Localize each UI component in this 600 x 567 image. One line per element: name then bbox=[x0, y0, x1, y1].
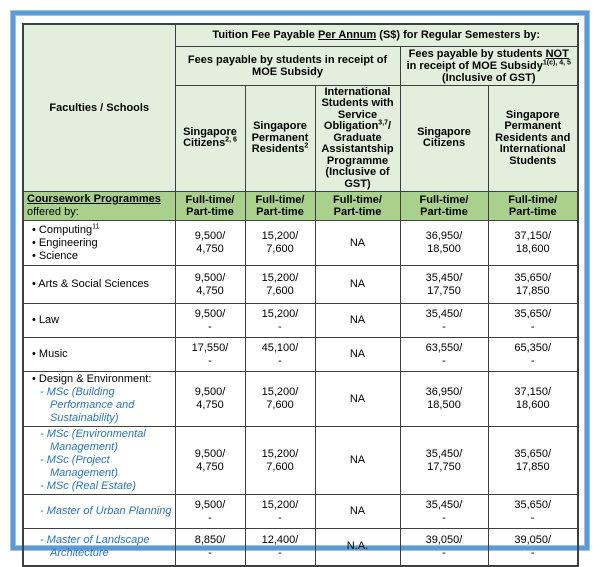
table-row-msc-programmes bbox=[23, 427, 578, 495]
fulltime-parttime-cell: Full-time/ Part-time bbox=[175, 192, 245, 221]
subprogramme-label: - MSc (Environmental Management) bbox=[40, 428, 146, 453]
fee-cell: NA bbox=[315, 304, 400, 338]
faculty-cell: • Design & Environment: - MSc (Building Performance and Sustainability) bbox=[23, 372, 175, 427]
fee-cell: 8,850/ - bbox=[175, 529, 245, 566]
fee-cell: NA bbox=[315, 495, 400, 529]
subprogramme-label: - MSc (Building Performance and Sustainability) bbox=[40, 386, 135, 424]
table-title-post: (S$) for Regular Semesters by: bbox=[376, 29, 541, 42]
fee-cell: 12,400/ - bbox=[245, 529, 315, 566]
table-row-computing-engineering-science bbox=[23, 221, 578, 266]
fee-cell: 9,500/ 4,750 bbox=[175, 372, 245, 427]
fee-cell: 9,500/ 4,750 bbox=[175, 266, 245, 304]
col-header-international-students: International Students with Service Obligation$^{3,7}$/ Graduate Assistantship Programme (Inclusive of GST) bbox=[315, 85, 400, 192]
table-row-design-environment bbox=[23, 372, 578, 427]
table-title-underlined: Per Annum bbox=[317, 29, 377, 42]
fee-cell: 35,450/ 17,750 bbox=[400, 427, 488, 495]
footnote-superscript: 2 bbox=[304, 142, 309, 150]
table-title-cell bbox=[175, 24, 578, 46]
fulltime-parttime-cell: Full-time/ Part-time bbox=[315, 192, 400, 221]
faculty-cell: • Computing$^{11}$ • Engineering • Science bbox=[23, 221, 175, 266]
coursework-programmes-label: Coursework Programmes bbox=[27, 193, 161, 205]
subprogramme-label: - MSc (Real Estate) bbox=[40, 480, 136, 492]
fee-cell: 35,650/ 17,850 bbox=[488, 427, 578, 495]
footnote-superscript: 2, 6 bbox=[225, 136, 237, 144]
fee-cell: NA bbox=[315, 372, 400, 427]
footnote-superscript: 3,7 bbox=[378, 119, 389, 127]
col-header-singapore-citizens: Singapore Citizens bbox=[400, 85, 488, 192]
faculty-cell: • Law bbox=[23, 304, 175, 338]
fee-cell: 15,200/ 7,600 bbox=[245, 372, 315, 427]
fee-cell: NA bbox=[315, 266, 400, 304]
fee-cell: 9,500/ - bbox=[175, 495, 245, 529]
faculty-cell bbox=[23, 495, 175, 529]
footnote-superscript: 1(c), 4, 5 bbox=[542, 58, 571, 66]
fee-cell: 15,200/ - bbox=[245, 495, 315, 529]
fee-cell: 17,550/ - bbox=[175, 338, 245, 372]
decorative-frame-outer bbox=[10, 10, 590, 559]
fee-cell: 9,500/ 4,750 bbox=[175, 427, 245, 495]
fee-cell: 15,200/ 7,600 bbox=[245, 266, 315, 304]
fee-cell: 36,950/ 18,500 bbox=[400, 221, 488, 266]
fee-cell: 45,100/ - bbox=[245, 338, 315, 372]
faculties-schools-header-cell bbox=[23, 24, 175, 192]
col-header-singapore-citizens-subsidy: Singapore Citizens$^{2, 6}$ bbox=[175, 85, 245, 192]
fee-cell: 37,150/ 18,600 bbox=[488, 221, 578, 266]
fee-cell: 36,950/ 18,500 bbox=[400, 372, 488, 427]
fee-cell: 9,500/ 4,750 bbox=[175, 221, 245, 266]
non-subsidy-group-label: Fees payable by students NOT in receipt of MOE Subsidy$^{1(c), 4, 5}$ bbox=[406, 47, 571, 72]
moe-subsidy-group-label: Fees payable by students in receipt of MOE Subsidy bbox=[187, 53, 388, 78]
fee-cell: 35,450/ - bbox=[400, 304, 488, 338]
offered-by-label: offered by: bbox=[27, 206, 79, 218]
fulltime-parttime-cell: Full-time/ Part-time bbox=[400, 192, 488, 221]
footnote-superscript: 11 bbox=[92, 222, 100, 230]
non-subsidy-group-cell bbox=[400, 46, 578, 85]
fee-cell: 35,450/ 17,750 bbox=[400, 266, 488, 304]
fee-cell: 39,050/ - bbox=[488, 529, 578, 566]
fulltime-parttime-cell: Full-time/ Part-time bbox=[245, 192, 315, 221]
fee-cell: NA bbox=[315, 221, 400, 266]
col-header-permanent-residents-subsidy: Singapore Permanent Residents$^2$ bbox=[245, 85, 315, 192]
table-title-row bbox=[23, 24, 578, 46]
table-title-pre: Tuition Fee Payable bbox=[212, 29, 318, 42]
table-row-law bbox=[23, 304, 578, 338]
fee-cell: 37,150/ 18,600 bbox=[488, 372, 578, 427]
fee-cell: 35,450/ - bbox=[400, 495, 488, 529]
subprogramme-label: - Master of Landscape Architecture bbox=[40, 533, 150, 559]
fee-cell: 39,050/ - bbox=[400, 529, 488, 566]
fee-cell: NA bbox=[315, 427, 400, 495]
moe-subsidy-group-cell bbox=[175, 46, 400, 85]
faculty-cell bbox=[23, 529, 175, 566]
subprogramme-label: - Master of Urban Planning bbox=[40, 505, 172, 517]
faculty-cell: • Arts & Social Sciences bbox=[23, 266, 175, 304]
subprogramme-label: - MSc (Project Management) bbox=[40, 454, 118, 479]
table-row-master-urban-planning bbox=[23, 495, 578, 529]
fee-cell: 65,350/ - bbox=[488, 338, 578, 372]
decorative-frame-inner bbox=[15, 15, 585, 559]
fee-cell: 35,650/ - bbox=[488, 495, 578, 529]
fee-cell: 63,550/ - bbox=[400, 338, 488, 372]
decorative-frame bbox=[11, 11, 589, 559]
table-row-music bbox=[23, 338, 578, 372]
fee-cell: 35,650/ - bbox=[488, 304, 578, 338]
not-emphasis: NOT bbox=[545, 47, 569, 60]
table-row-master-landscape-architecture bbox=[23, 529, 578, 566]
fee-cell: 15,200/ 7,600 bbox=[245, 221, 315, 266]
fee-cell: 15,200/ - bbox=[245, 304, 315, 338]
faculties-schools-label: Faculties / Schools bbox=[49, 102, 150, 114]
gst-inclusive-note: (Inclusive of GST) bbox=[441, 71, 536, 84]
fee-cell: 35,650/ 17,850 bbox=[488, 266, 578, 304]
faculty-cell: • Music bbox=[23, 338, 175, 372]
fee-cell: 9,500/ - bbox=[175, 304, 245, 338]
coursework-programmes-cell bbox=[23, 192, 175, 221]
fee-cell: NA bbox=[315, 338, 400, 372]
fee-cell: N.A. bbox=[315, 529, 400, 566]
table-row-arts-social-sciences bbox=[23, 266, 578, 304]
tuition-fee-table bbox=[22, 23, 579, 567]
col-header-pr-and-international: Singapore Permanent Residents and International Students bbox=[488, 85, 578, 192]
fee-cell: 15,200/ 7,600 bbox=[245, 427, 315, 495]
coursework-band-row bbox=[23, 192, 578, 221]
faculty-cell bbox=[23, 427, 175, 495]
fulltime-parttime-cell: Full-time/ Part-time bbox=[488, 192, 578, 221]
